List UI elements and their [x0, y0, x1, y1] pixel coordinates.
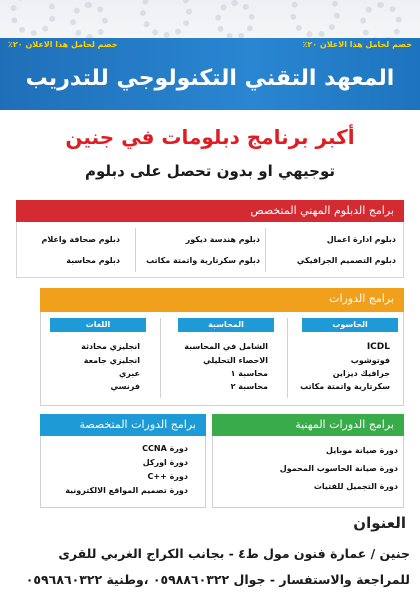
- gear-icon: [70, 2, 108, 40]
- diploma-item: دبلوم سكرتارية واتمتة مكاتب: [146, 256, 260, 265]
- specialized-item: دورة تصميم المواقع الالكترونية: [65, 486, 188, 495]
- diploma-item: دبلوم محاسبة: [66, 256, 120, 265]
- promo-text-right: خصم لحامل هذا الاعلان ٢٠٪: [302, 40, 412, 49]
- divider: [265, 228, 266, 272]
- promo-text-left: خصم لحامل هذا الاعلان ٢٠٪: [8, 40, 118, 49]
- divider: [135, 228, 136, 272]
- course-item: فرنسي: [110, 382, 140, 391]
- address-title: العنوان: [353, 514, 406, 532]
- diploma-item: دبلوم التصميم الجرافيكي: [296, 256, 396, 265]
- gear-icon: [290, 0, 340, 38]
- diploma-item: دبلوم هندسة ديكور: [185, 235, 260, 244]
- courses-column-head-computer: الحاسوب: [302, 318, 398, 332]
- diploma-item: دبلوم ادارة اعمال: [326, 235, 396, 244]
- course-item: ICDL: [366, 342, 390, 352]
- specialized-item: دورة ++C: [147, 472, 188, 481]
- course-item: الاحصاء التحليلي: [203, 356, 268, 365]
- courses-column-head-languages: اللغات: [50, 318, 146, 332]
- course-item: فوتوشوب: [350, 356, 390, 365]
- institute-title: المعهد التقني التكنولوجي للتدريب: [25, 66, 395, 91]
- specialized-section-title: برامج الدورات المتخصصة: [40, 414, 206, 436]
- vocational-item: دورة صيانة الحاسوب المحمول: [279, 464, 398, 473]
- course-item: عبري: [118, 369, 140, 378]
- divider: [160, 318, 161, 398]
- course-item: الشامل في المحاسبة: [184, 342, 268, 351]
- gear-icon: [215, 0, 255, 40]
- gear-icon: [140, 0, 192, 38]
- vocational-section-title: برامج الدورات المهنية: [212, 414, 404, 436]
- specialized-item: دورة CCNA: [142, 444, 188, 453]
- courses-section-title: برامج الدورات: [40, 288, 404, 312]
- vocational-item: دورة التجميل للفتيات: [313, 482, 398, 491]
- vocational-item: دورة صيانة موبايل: [326, 446, 398, 455]
- course-item: انجليزي جامعة: [83, 356, 140, 365]
- address-line: جنين / عمارة فنون مول ط٤ - بجانب الكراج الغربي للقرى: [58, 546, 410, 561]
- divider: [287, 318, 288, 398]
- specialized-item: دورة اوركل: [142, 458, 188, 467]
- course-item: سكرتارية واتمتة مكاتب: [300, 382, 390, 391]
- contact-line: للمراجعة والاستفسار - جوال ٠٥٩٨٨٦٠٣٢٢ ،وطنية ٠٥٩٦٨٦٠٣٢٢: [25, 572, 410, 587]
- diploma-section-title: برامج الدبلوم المهني المتخصص: [16, 200, 404, 222]
- headline: أكبر برنامج دبلومات في جنين: [65, 125, 355, 149]
- course-item: محاسبة ١: [230, 369, 268, 378]
- subheadline: توجيهي او بدون تحصل على دبلوم: [84, 162, 336, 180]
- course-item: جرافيك ديزاين: [332, 369, 390, 378]
- course-item: انجليزي محادثة: [81, 342, 140, 351]
- course-item: محاسبة ٢: [230, 382, 268, 391]
- diploma-item: دبلوم صحافة واعلام: [41, 235, 120, 244]
- gear-icon: [10, 0, 56, 36]
- courses-column-head-accounting: المحاسبة: [178, 318, 274, 332]
